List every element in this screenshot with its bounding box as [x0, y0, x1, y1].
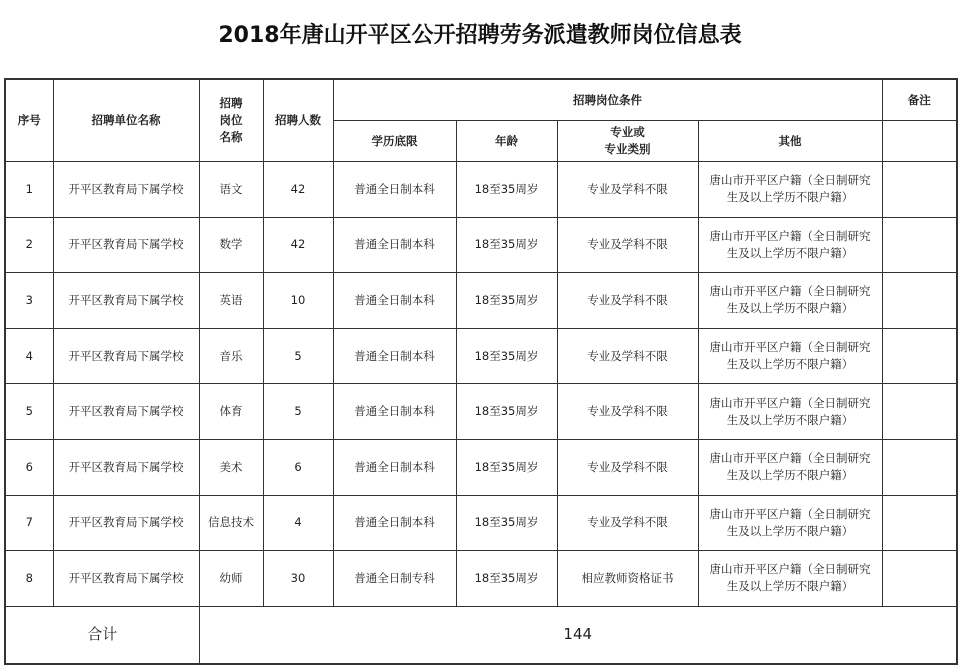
- table-row: [5, 162, 957, 218]
- table-row: [5, 495, 957, 551]
- cell-major: 专业及学科不限: [557, 273, 698, 329]
- cell-other: [698, 551, 882, 607]
- cell-major: 专业及学科不限: [557, 439, 698, 495]
- cell-other-line2: 生及以上学历不限户籍）: [726, 301, 854, 316]
- header-conditions: 招聘岗位条件: [333, 79, 882, 121]
- header-other: 其他: [698, 121, 882, 162]
- cell-other-line2: 生及以上学历不限户籍）: [726, 190, 854, 205]
- header-major: [557, 121, 698, 162]
- total-value: 144: [199, 606, 957, 664]
- cell-seq: 6: [5, 439, 53, 495]
- cell-other: [698, 439, 882, 495]
- recruitment-table: [4, 78, 958, 665]
- header-count: 招聘人数: [263, 79, 333, 162]
- cell-age: 18至35周岁: [456, 328, 557, 384]
- cell-unit: 开平区教育局下属学校: [53, 328, 199, 384]
- cell-age: 18至35周岁: [456, 273, 557, 329]
- cell-remarks: [882, 328, 957, 384]
- table-row: [5, 551, 957, 607]
- cell-major: 专业及学科不限: [557, 328, 698, 384]
- cell-remarks: [882, 551, 957, 607]
- cell-education: 普通全日制本科: [333, 495, 456, 551]
- header-seq: 序号: [5, 79, 53, 162]
- table-row: [5, 273, 957, 329]
- header-post-line1: 招聘: [219, 96, 243, 110]
- cell-unit: 开平区教育局下属学校: [53, 384, 199, 440]
- cell-post: 语文: [199, 162, 263, 218]
- header-post-line3: 名称: [219, 130, 243, 144]
- header-row-1: [5, 79, 957, 121]
- cell-seq: 3: [5, 273, 53, 329]
- cell-other: [698, 495, 882, 551]
- cell-count: 5: [263, 328, 333, 384]
- total-row: [5, 606, 957, 664]
- cell-education: 普通全日制本科: [333, 439, 456, 495]
- cell-count: 10: [263, 273, 333, 329]
- cell-other-line1: 唐山市开平区户籍（全日制研究: [709, 173, 871, 188]
- table-row: [5, 217, 957, 273]
- cell-seq: 5: [5, 384, 53, 440]
- cell-major: 专业及学科不限: [557, 217, 698, 273]
- table-row: [5, 384, 957, 440]
- cell-count: 42: [263, 162, 333, 218]
- cell-post: 信息技术: [199, 495, 263, 551]
- cell-unit: 开平区教育局下属学校: [53, 162, 199, 218]
- header-unit: 招聘单位名称: [53, 79, 199, 162]
- cell-age: 18至35周岁: [456, 162, 557, 218]
- cell-unit: 开平区教育局下属学校: [53, 273, 199, 329]
- cell-other-line1: 唐山市开平区户籍（全日制研究: [709, 562, 871, 577]
- cell-age: 18至35周岁: [456, 439, 557, 495]
- cell-seq: 7: [5, 495, 53, 551]
- cell-other-line2: 生及以上学历不限户籍）: [726, 579, 854, 594]
- cell-education: 普通全日制本科: [333, 328, 456, 384]
- table-row: [5, 439, 957, 495]
- header-remarks-blank: [882, 121, 957, 162]
- cell-remarks: [882, 439, 957, 495]
- header-post-line2: 岗位: [219, 113, 243, 127]
- cell-unit: 开平区教育局下属学校: [53, 551, 199, 607]
- table-row: [5, 328, 957, 384]
- cell-education: 普通全日制本科: [333, 217, 456, 273]
- cell-count: 6: [263, 439, 333, 495]
- cell-other-line1: 唐山市开平区户籍（全日制研究: [709, 228, 871, 243]
- cell-age: 18至35周岁: [456, 384, 557, 440]
- cell-unit: 开平区教育局下属学校: [53, 217, 199, 273]
- total-label: 合计: [5, 606, 199, 664]
- cell-seq: 2: [5, 217, 53, 273]
- document-title: 2018年唐山开平区公开招聘劳务派遣教师岗位信息表: [218, 23, 742, 48]
- cell-other-line1: 唐山市开平区户籍（全日制研究: [709, 395, 871, 410]
- header-age: 年龄: [456, 121, 557, 162]
- cell-other-line2: 生及以上学历不限户籍）: [726, 412, 854, 427]
- cell-other-line1: 唐山市开平区户籍（全日制研究: [709, 340, 871, 355]
- cell-other-line2: 生及以上学历不限户籍）: [726, 468, 854, 483]
- cell-age: 18至35周岁: [456, 217, 557, 273]
- cell-other-line2: 生及以上学历不限户籍）: [726, 357, 854, 372]
- cell-other-line1: 唐山市开平区户籍（全日制研究: [709, 451, 871, 466]
- cell-major: 专业及学科不限: [557, 495, 698, 551]
- cell-age: 18至35周岁: [456, 551, 557, 607]
- cell-post: 美术: [199, 439, 263, 495]
- header-post: [199, 79, 263, 162]
- cell-education: 普通全日制专科: [333, 551, 456, 607]
- cell-seq: 1: [5, 162, 53, 218]
- cell-education: 普通全日制本科: [333, 273, 456, 329]
- cell-other: [698, 273, 882, 329]
- cell-unit: 开平区教育局下属学校: [53, 495, 199, 551]
- header-major-line1: 专业或: [610, 125, 645, 139]
- cell-other: [698, 328, 882, 384]
- cell-remarks: [882, 495, 957, 551]
- cell-major: 专业及学科不限: [557, 162, 698, 218]
- cell-education: 普通全日制本科: [333, 162, 456, 218]
- cell-major: 专业及学科不限: [557, 384, 698, 440]
- cell-unit: 开平区教育局下属学校: [53, 439, 199, 495]
- cell-major: 相应教师资格证书: [557, 551, 698, 607]
- cell-count: 5: [263, 384, 333, 440]
- cell-post: 幼师: [199, 551, 263, 607]
- cell-other-line1: 唐山市开平区户籍（全日制研究: [709, 506, 871, 521]
- cell-post: 数学: [199, 217, 263, 273]
- cell-remarks: [882, 217, 957, 273]
- cell-other-line1: 唐山市开平区户籍（全日制研究: [709, 284, 871, 299]
- cell-other-line2: 生及以上学历不限户籍）: [726, 245, 854, 260]
- cell-post: 英语: [199, 273, 263, 329]
- header-remarks: 备注: [882, 79, 957, 121]
- cell-age: 18至35周岁: [456, 495, 557, 551]
- cell-remarks: [882, 273, 957, 329]
- header-education: 学历底限: [333, 121, 456, 162]
- cell-post: 体育: [199, 384, 263, 440]
- cell-count: 4: [263, 495, 333, 551]
- cell-count: 30: [263, 551, 333, 607]
- cell-post: 音乐: [199, 328, 263, 384]
- cell-education: 普通全日制本科: [333, 384, 456, 440]
- header-major-line2: 专业类别: [604, 142, 651, 156]
- cell-count: 42: [263, 217, 333, 273]
- cell-seq: 4: [5, 328, 53, 384]
- cell-other-line2: 生及以上学历不限户籍）: [726, 523, 854, 538]
- cell-other: [698, 217, 882, 273]
- cell-remarks: [882, 384, 957, 440]
- cell-other: [698, 162, 882, 218]
- cell-other: [698, 384, 882, 440]
- cell-remarks: [882, 162, 957, 218]
- cell-seq: 8: [5, 551, 53, 607]
